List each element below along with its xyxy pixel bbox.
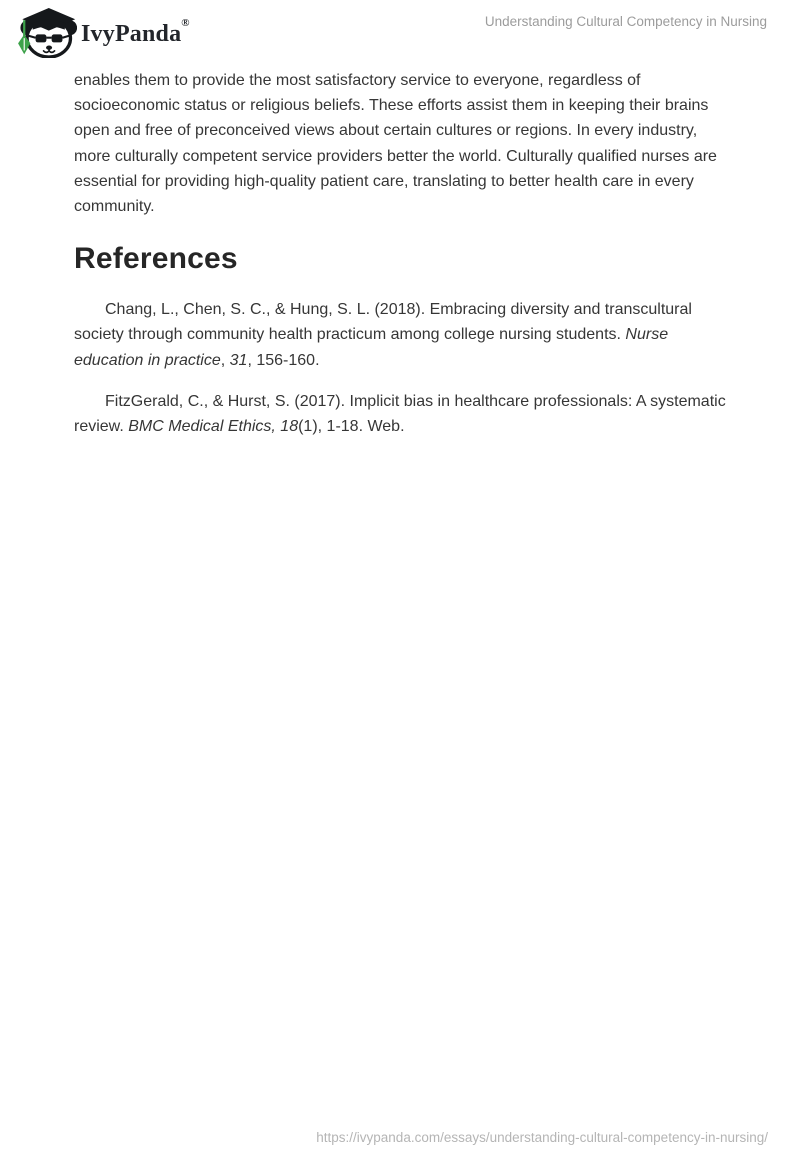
reference-entry: Chang, L., Chen, S. C., & Hung, S. L. (2018). Embracing diversity and transcultural society through community health practicum among college nursing students. Nurse education in practice, 31, 156-160. <box>74 301 692 369</box>
source-url-link[interactable]: https://ivypanda.com/essays/understanding-cultural-competency-in-nursing/ <box>316 1130 768 1145</box>
essay-paragraph: enables them to provide the most satisfactory service to everyone, regardless of socioeconomic status or religious beliefs. These efforts assist them in keeping their brains open and free of preconceived views about certain cultures or regions. In every industry, more culturally competent service providers better the world. Culturally qualified nurses are essential for providing high-quality patient care, translating to better health care in every community. <box>74 72 717 216</box>
registered-trademark: ® <box>181 16 190 29</box>
page-header <box>0 0 800 64</box>
reference-list <box>74 297 726 439</box>
references-heading: References <box>74 242 238 276</box>
ivypanda-logo[interactable] <box>13 7 190 58</box>
brand-name: IvyPanda® <box>81 16 190 47</box>
essay-content <box>74 68 726 439</box>
page-footer <box>0 1129 768 1147</box>
reference-entry: FitzGerald, C., & Hurst, S. (2017). Implicit bias in healthcare professionals: A systematic review. BMC Medical Ethics, 18(1), 1-18. Web. <box>74 392 726 436</box>
document-title: Understanding Cultural Competency in Nursing <box>484 14 767 29</box>
panda-graduation-cap-icon <box>13 7 77 58</box>
